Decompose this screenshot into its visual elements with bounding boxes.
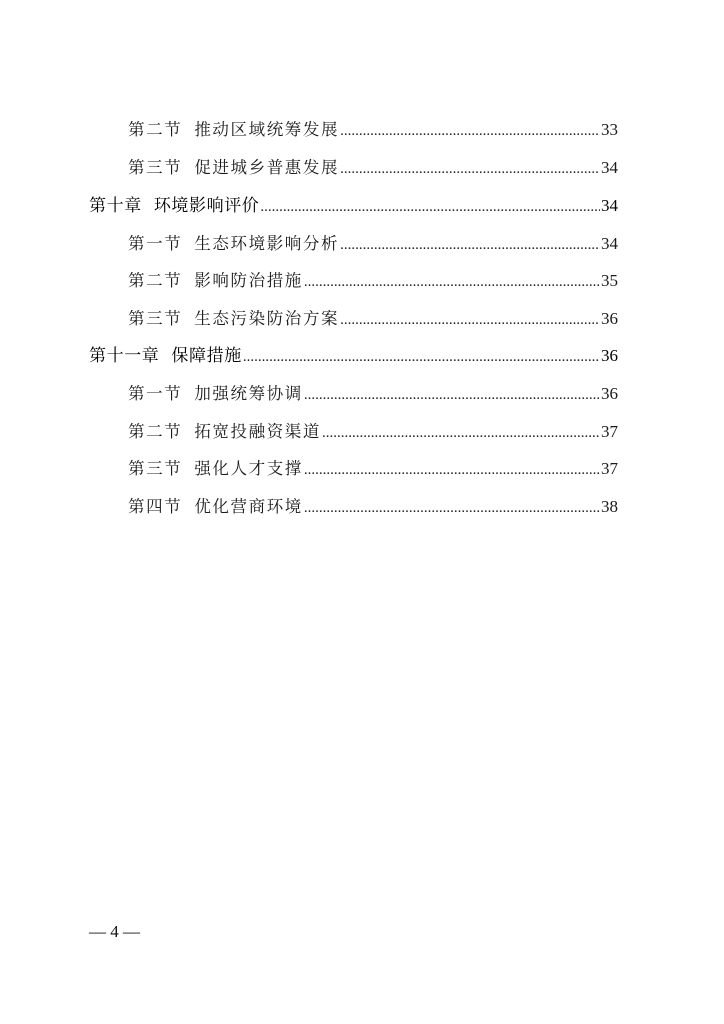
toc-section-number: 第三节 [128, 459, 183, 478]
toc-dot-leader [340, 156, 600, 182]
toc-section-number: 第二节 [128, 422, 183, 441]
toc-chapter-entry [89, 193, 618, 219]
toc-section-title: 拓宽投融资渠道 [194, 422, 322, 441]
toc-page-number: 38 [601, 497, 618, 516]
toc-chapter-title: 保障措施 [171, 346, 242, 366]
toc-entry [128, 117, 618, 143]
toc-page-number: 33 [601, 120, 618, 139]
toc-page-number: 34 [601, 196, 618, 215]
toc-section-number: 第一节 [128, 234, 183, 253]
toc-entry [128, 306, 618, 332]
toc-section-number: 第二节 [128, 271, 183, 290]
toc-page-number: 36 [601, 309, 618, 328]
toc-entry [128, 268, 618, 294]
toc-page-number: 37 [601, 422, 618, 441]
toc-section-number: 第四节 [128, 497, 183, 516]
toc-section-number: 第二节 [128, 120, 183, 139]
toc-entry [128, 419, 618, 445]
toc-dot-leader [340, 307, 600, 333]
toc-section-title: 生态环境影响分析 [194, 234, 340, 253]
toc-section-number: 第三节 [128, 158, 183, 177]
toc-section-number: 第三节 [128, 309, 183, 328]
toc-dot-leader [304, 495, 600, 521]
toc-dot-leader [243, 344, 600, 370]
toc-page-number: 34 [601, 158, 618, 177]
toc-entry [128, 155, 618, 181]
toc-page-number: 35 [601, 271, 618, 290]
toc-page-number: 34 [601, 234, 618, 253]
toc-section-title: 加强统筹协调 [194, 384, 303, 403]
toc-chapter-entry [89, 343, 618, 369]
toc-dot-leader [304, 269, 600, 295]
toc-section-title: 生态污染防治方案 [194, 309, 340, 328]
toc-section-title: 推动区域统筹发展 [194, 120, 340, 139]
toc-dot-leader [304, 382, 600, 408]
toc-entry [128, 456, 618, 482]
toc-entry [128, 494, 618, 520]
toc-dot-leader [340, 118, 600, 144]
toc-section-title: 促进城乡普惠发展 [194, 158, 340, 177]
toc-dot-leader [260, 194, 600, 220]
toc-chapter-number: 第十章 [89, 196, 142, 216]
toc-section-title: 影响防治措施 [194, 271, 303, 290]
toc-dot-leader [322, 420, 600, 446]
toc-section-title: 优化营商环境 [194, 497, 303, 516]
toc-entry [128, 381, 618, 407]
toc-section-title: 强化人才支撑 [194, 459, 303, 478]
toc-chapter-number: 第十一章 [89, 346, 160, 366]
toc-page-number: 36 [601, 346, 618, 365]
toc-page-number: 36 [601, 384, 618, 403]
toc-dot-leader [304, 457, 600, 483]
page-number-footer: — 4 — [89, 922, 140, 941]
toc-page-number: 37 [601, 459, 618, 478]
toc-section-number: 第一节 [128, 384, 183, 403]
toc-entry [128, 231, 618, 257]
toc-chapter-title: 环境影响评价 [153, 196, 260, 216]
toc-dot-leader [340, 232, 600, 258]
